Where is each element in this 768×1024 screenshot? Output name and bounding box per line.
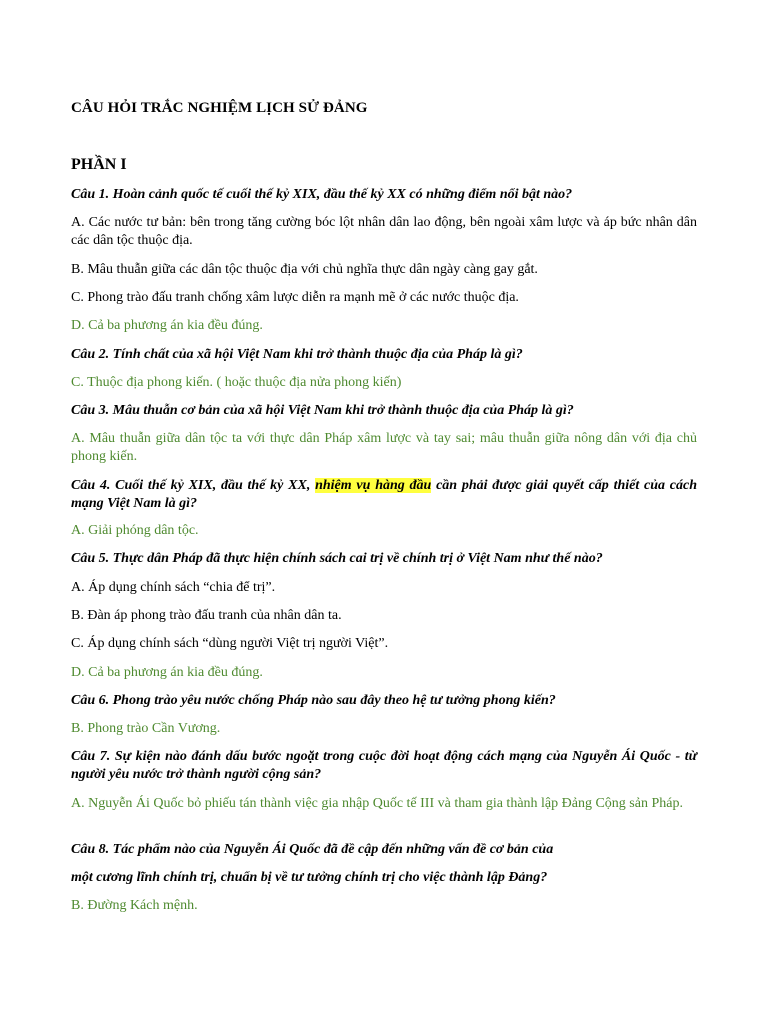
question-4-suffix: cần phải được giải quyết cấp thiết của cách mạng Việt Nam là gì?: [71, 478, 697, 511]
q4-answer: A. Giải phóng dân tộc.: [71, 523, 199, 538]
q6-answer: B. Phong trào Cần Vương.: [71, 721, 221, 736]
question-4-prefix: Câu 4. Cuối thế kỷ XIX, đầu thế kỷ XX,: [71, 478, 316, 493]
question-1: Câu 1. Hoàn cảnh quốc tế cuối thế kỷ XIX, đầu thế kỷ XX có những điểm nổi bật nào?: [71, 187, 573, 202]
q7-answer: A. Nguyễn Ái Quốc bỏ phiếu tán thành việc gia nhập Quốc tế III và tham gia thành lập Đảng Cộng sản Pháp.: [71, 796, 683, 811]
question-6: Câu 6. Phong trào yêu nước chống Pháp nào sau đây theo hệ tư tưởng phong kiến?: [71, 693, 556, 708]
highlighted-text: nhiệm vụ hàng đầu: [315, 478, 432, 493]
question-7: Câu 7. Sự kiện nào đánh dấu bước ngoặt trong cuộc đời hoạt động cách mạng của Nguyễn Ái Quốc - từ người yêu nước trở thành người cộng sản?: [71, 749, 697, 782]
q5-option-a: A. Áp dụng chính sách “chia để trị”.: [71, 580, 276, 595]
section-heading: PHẦN I: [71, 156, 127, 173]
q2-answer: C. Thuộc địa phong kiến. ( hoặc thuộc địa nửa phong kiến): [71, 375, 402, 390]
q1-option-c: C. Phong trào đấu tranh chống xâm lược diễn ra mạnh mẽ ở các nước thuộc địa.: [71, 290, 519, 305]
q3-answer: A. Mâu thuẫn giữa dân tộc ta với thực dân Pháp xâm lược và tay sai; mâu thuẫn giữa nông dân với địa chủ phong kiến.: [71, 431, 697, 464]
question-8-line-1: Câu 8. Tác phẩm nào của Nguyễn Ái Quốc đã đề cập đến những vấn đề cơ bản của: [71, 842, 554, 857]
q5-answer: D. Cả ba phương án kia đều đúng.: [71, 665, 263, 680]
question-2: Câu 2. Tính chất của xã hội Việt Nam khi trở thành thuộc địa của Pháp là gì?: [71, 347, 523, 362]
document-title: CÂU HỎI TRẮC NGHIỆM LỊCH SỬ ĐẢNG: [71, 100, 368, 116]
question-4: [71, 477, 697, 513]
question-8-line-2: một cương lĩnh chính trị, chuẩn bị về tư tưởng chính trị cho việc thành lập Đảng?: [71, 870, 548, 885]
question-3: Câu 3. Mâu thuẫn cơ bản của xã hội Việt Nam khi trở thành thuộc địa của Pháp là gì?: [71, 403, 574, 418]
question-5: Câu 5. Thực dân Pháp đã thực hiện chính sách cai trị về chính trị ở Việt Nam như thế nào?: [71, 551, 603, 566]
q1-option-a: A. Các nước tư bản: bên trong tăng cường bóc lột nhân dân lao động, bên ngoài xâm lược và áp bức nhân dân các dân tộc thuộc địa.: [71, 215, 697, 248]
q8-answer: B. Đường Kách mệnh.: [71, 898, 198, 913]
q5-option-b: B. Đàn áp phong trào đấu tranh của nhân dân ta.: [71, 608, 342, 623]
q5-option-c: C. Áp dụng chính sách “dùng người Việt trị người Việt”.: [71, 636, 389, 651]
q1-option-b: B. Mâu thuẫn giữa các dân tộc thuộc địa với chủ nghĩa thực dân ngày càng gay gắt.: [71, 262, 538, 277]
q1-answer: D. Cả ba phương án kia đều đúng.: [71, 318, 263, 333]
